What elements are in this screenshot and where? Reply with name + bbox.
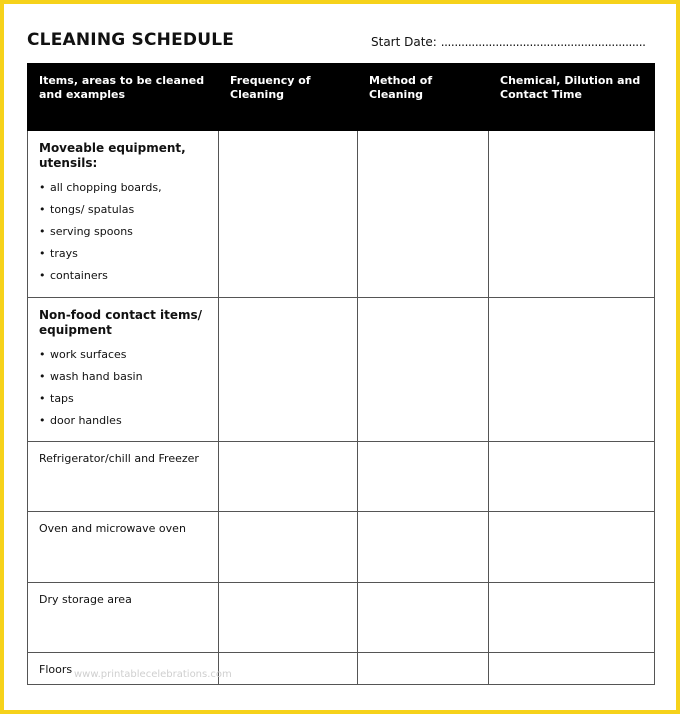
table-row — [28, 298, 655, 442]
list-item: • door handles — [39, 410, 210, 432]
method-cell[interactable] — [358, 298, 489, 442]
row-label: Refrigerator/chill and Freezer — [39, 452, 199, 465]
start-date-field — [371, 34, 646, 50]
start-date-blank: ............................................................ — [440, 35, 646, 49]
method-cell[interactable] — [358, 583, 489, 653]
list-item: • all chopping boards, — [39, 177, 210, 199]
schedule-page — [4, 4, 676, 710]
row-label: Oven and microwave oven — [39, 522, 186, 535]
column-header-frequency: Frequency of Cleaning — [219, 64, 358, 131]
table-row — [28, 131, 655, 298]
row-label: Dry storage area — [39, 593, 132, 606]
items-cell — [28, 131, 219, 298]
cleaning-schedule-table — [27, 63, 655, 685]
table-row — [28, 512, 655, 583]
items-cell — [28, 442, 219, 512]
list-item: • wash hand basin — [39, 366, 210, 388]
chemical-cell[interactable] — [489, 653, 655, 685]
chemical-cell[interactable] — [489, 512, 655, 583]
list-item: • trays — [39, 243, 210, 265]
list-item: • work surfaces — [39, 344, 210, 366]
chemical-cell[interactable] — [489, 131, 655, 298]
items-cell — [28, 298, 219, 442]
watermark-text: www.printablecelebrations.com — [74, 669, 232, 680]
method-cell[interactable] — [358, 131, 489, 298]
frequency-cell[interactable] — [219, 512, 358, 583]
list-item: • containers — [39, 265, 210, 287]
frequency-cell[interactable] — [219, 583, 358, 653]
list-item: • taps — [39, 388, 210, 410]
method-cell[interactable] — [358, 512, 489, 583]
frequency-cell[interactable] — [219, 442, 358, 512]
column-header-method: Method of Cleaning — [358, 64, 489, 131]
method-cell[interactable] — [358, 653, 489, 685]
section-heading: Moveable equipment, utensils: — [39, 141, 186, 170]
example-list — [39, 344, 210, 432]
column-header-chemical: Chemical, Dilution and Contact Time — [489, 64, 655, 131]
frequency-cell[interactable] — [219, 298, 358, 442]
chemical-cell[interactable] — [489, 442, 655, 512]
frequency-cell[interactable] — [219, 653, 358, 685]
table-row — [28, 583, 655, 653]
chemical-cell[interactable] — [489, 298, 655, 442]
items-cell — [28, 583, 219, 653]
list-item: • serving spoons — [39, 221, 210, 243]
page-title: CLEANING SCHEDULE — [27, 30, 235, 50]
items-cell — [28, 512, 219, 583]
section-heading: Non-food contact items/ equipment — [39, 308, 203, 337]
example-list — [39, 177, 210, 287]
column-header-items: Items, areas to be cleaned and examples — [28, 64, 219, 131]
method-cell[interactable] — [358, 442, 489, 512]
table-header-row — [28, 64, 655, 131]
frequency-cell[interactable] — [219, 131, 358, 298]
table-row — [28, 442, 655, 512]
start-date-label: Start Date: — [371, 35, 437, 49]
chemical-cell[interactable] — [489, 583, 655, 653]
list-item: • tongs/ spatulas — [39, 199, 210, 221]
row-label: Floors — [39, 663, 73, 676]
